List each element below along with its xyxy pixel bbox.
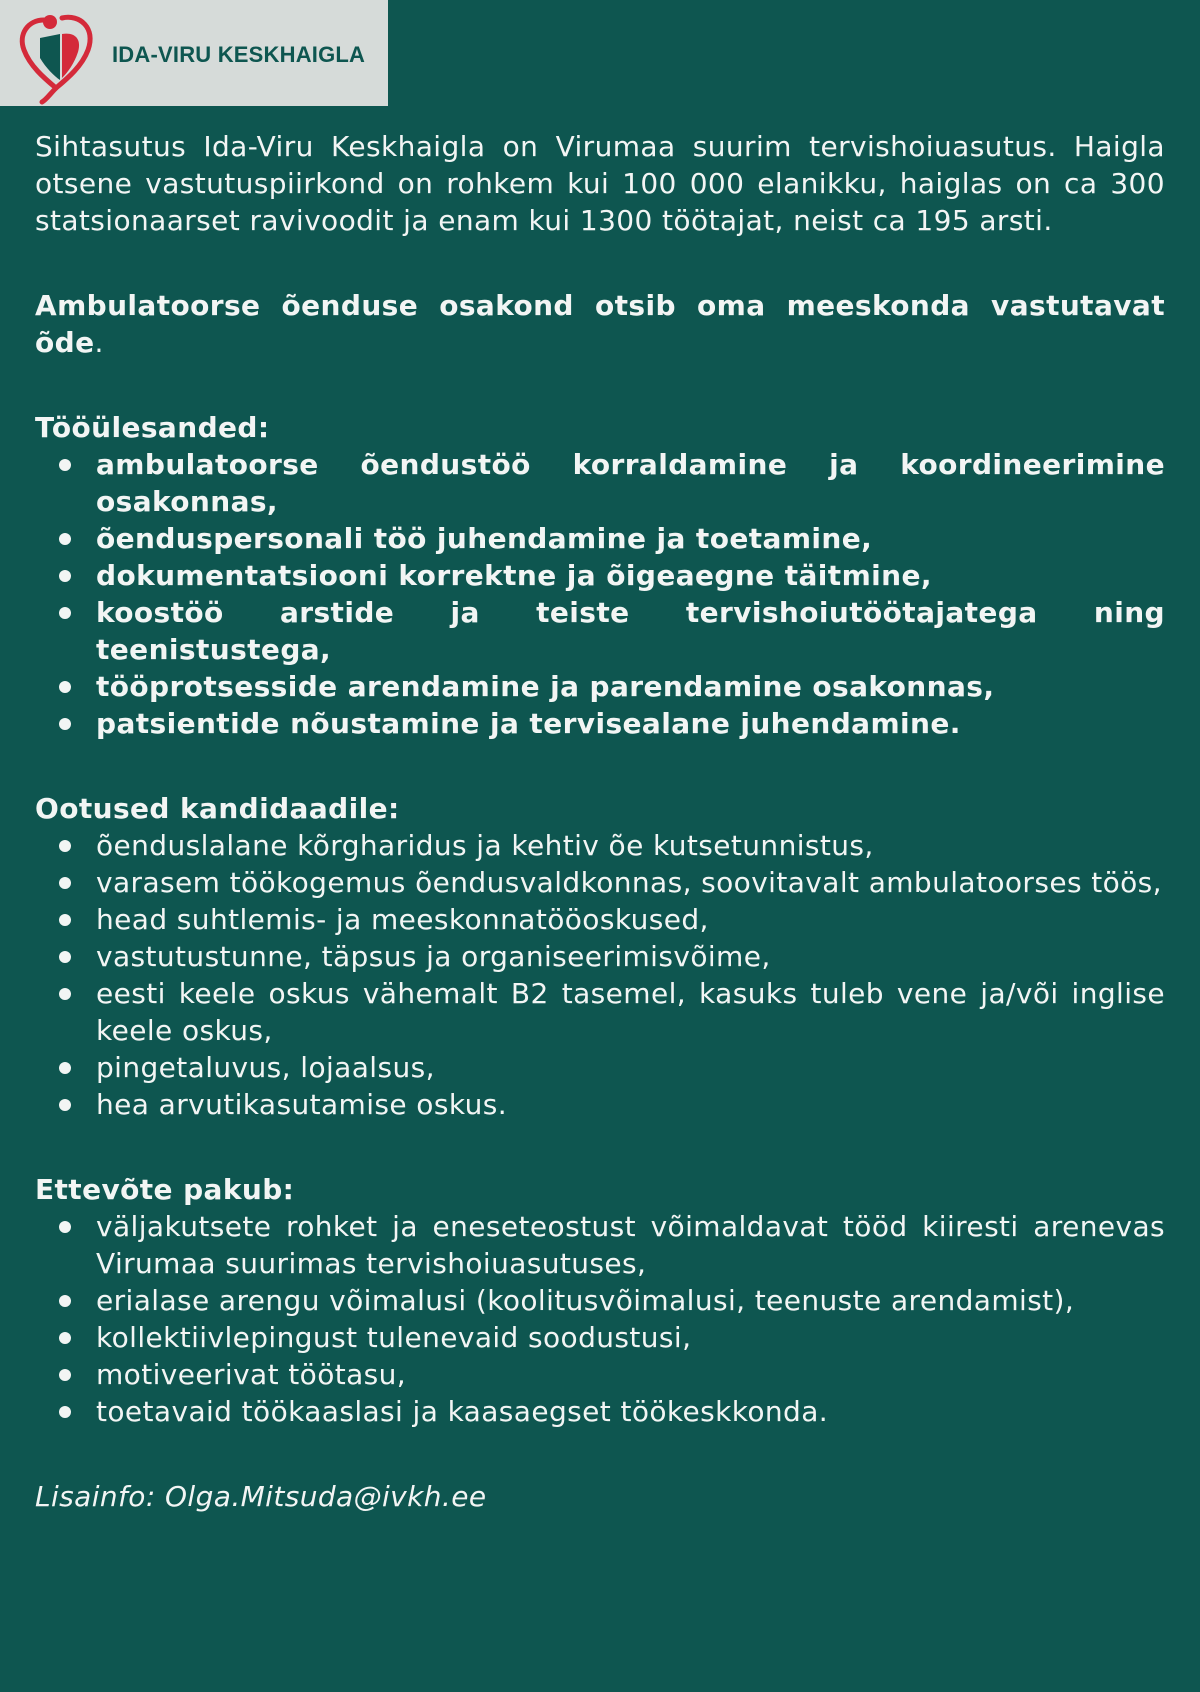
list-item: patsientide nõustamine ja tervisealane juhendamine. — [35, 705, 1165, 742]
tasks-heading: Tööülesanded: — [35, 411, 270, 444]
job-posting — [35, 128, 1165, 1515]
lead-paragraph — [35, 287, 1165, 361]
list-item: head suhtlemis- ja meeskonnatööoskused, — [35, 901, 1165, 938]
expectations-section — [35, 790, 1165, 1123]
list-item: pingetaluvus, lojaalsus, — [35, 1049, 1165, 1086]
list-item: väljakutsete rohket ja eneseteostust võimaldavat tööd kiiresti arenevas Virumaa suurimas tervishoiuasutuses, — [35, 1208, 1165, 1282]
lead-text: Ambulatoorse õenduse osakond otsib oma meeskonda vastutavat õde — [35, 289, 1165, 359]
logo-text: IDA-VIRU KESKHAIGLA — [112, 42, 366, 67]
logo-banner — [0, 0, 388, 106]
offers-heading: Ettevõte pakub: — [35, 1173, 295, 1206]
tasks-section — [35, 409, 1165, 742]
list-item: hea arvutikasutamise oskus. — [35, 1086, 1165, 1123]
list-item: varasem töökogemus õendusvaldkonnas, soovitavalt ambulatoorses töös, — [35, 864, 1165, 901]
lead-period: . — [94, 326, 104, 359]
list-item: dokumentatsiooni korrektne ja õigeaegne täitmine, — [35, 557, 1165, 594]
tasks-list — [35, 446, 1165, 742]
list-item: erialase arengu võimalusi (koolitusvõimalusi, teenuste arendamist), — [35, 1282, 1165, 1319]
list-item: eesti keele oskus vähemalt B2 tasemel, kasuks tuleb vene ja/või inglise keele oskus, — [35, 975, 1165, 1049]
expectations-list — [35, 827, 1165, 1123]
list-item: tööprotsesside arendamine ja parendamine osakonnas, — [35, 668, 1165, 705]
list-item: ambulatoorse õendustöö korraldamine ja koordineerimine osakonnas, — [35, 446, 1165, 520]
expectations-heading: Ootused kandidaadile: — [35, 792, 400, 825]
list-item: õenduspersonali töö juhendamine ja toetamine, — [35, 520, 1165, 557]
offers-list — [35, 1208, 1165, 1430]
list-item: vastutustunne, täpsus ja organiseerimisvõime, — [35, 938, 1165, 975]
hospital-logo-icon — [10, 8, 98, 106]
list-item: õenduslalane kõrgharidus ja kehtiv õe kutsetunnistus, — [35, 827, 1165, 864]
contact-info[interactable]: Lisainfo: Olga.Mitsuda@ivkh.ee — [35, 1480, 487, 1513]
list-item: koostöö arstide ja teiste tervishoiutöötajatega ning teenistustega, — [35, 594, 1165, 668]
list-item: toetavaid töökaaslasi ja kaasaegset töökeskkonda. — [35, 1393, 1165, 1430]
offers-section — [35, 1171, 1165, 1430]
list-item: kollektiivlepingust tulenevaid soodustusi, — [35, 1319, 1165, 1356]
intro-paragraph: Sihtasutus Ida-Viru Keskhaigla on Virumaa suurim tervishoiuasutus. Haigla otsene vastutuspiirkond on rohkem kui 100 000 elanikku, haiglas on ca 300 statsionaarset ravivoodit ja enam kui 1300 töötajat, neist ca 195 arsti. — [35, 130, 1165, 237]
list-item: motiveerivat töötasu, — [35, 1356, 1165, 1393]
